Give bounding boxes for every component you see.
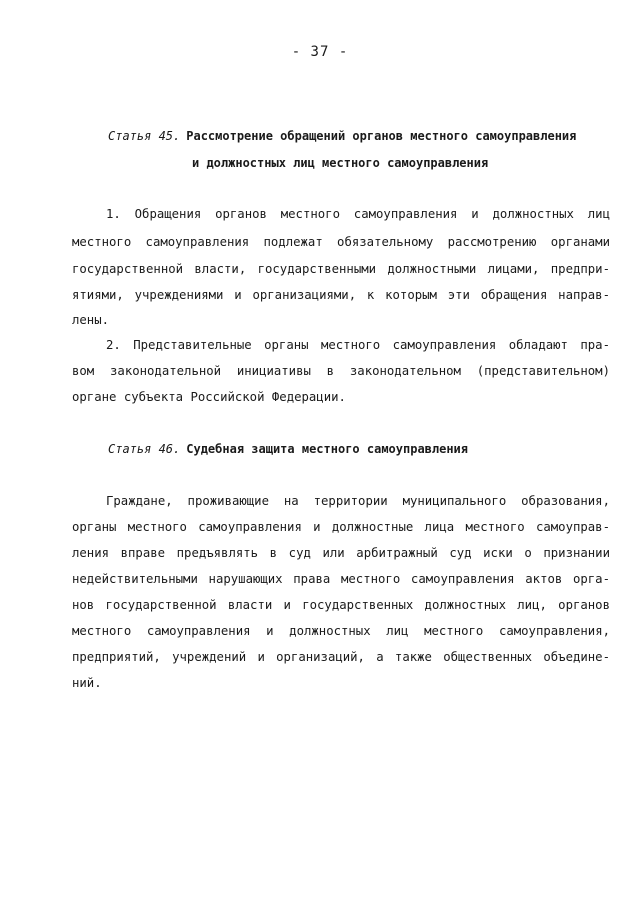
article-46-p1-line4: недействительными нарушающих права местного самоуправления актов орга- [72,572,610,586]
article-45-p1-line5: лены. [72,313,110,327]
article-46-p1-line1: Граждане, проживающие на территории муниципального образования, [106,494,610,508]
article-46-label: Статья 46. [108,442,181,456]
article-46-heading [108,442,468,456]
article-46-p1-line3: ления вправе предъявлять в суд или арбитражный суд иски о признании [72,546,610,560]
article-45-p2-line1: 2. Представительные органы местного самоуправления обладают пра- [106,338,610,352]
article-45-p1-line1: 1. Обращения органов местного самоуправления и должностных лиц [106,207,610,221]
article-46-p1-line7: предприятий, учреждений и организаций, а также общественных объедине- [72,650,610,664]
article-46-p1-line6: местного самоуправления и должностных лиц местного самоуправления, [72,624,610,638]
article-45-title-line1: Рассмотрение обращений органов местного самоуправления [186,129,577,143]
article-46-p1-line2: органы местного самоуправления и должностные лица местного самоуправ- [72,520,610,534]
article-46-p1-line5: нов государственной власти и государственных должностных лиц, органов [72,598,610,612]
article-45-title-line2: и должностных лиц местного самоуправления [192,156,489,170]
page-number: - 37 - [291,44,349,60]
article-45-p1-line2: местного самоуправления подлежат обязательному рассмотрению органами [72,235,610,249]
article-45-p2-line3: органе субъекта Российской Федерации. [72,390,346,404]
article-45-p2-line2: вом законодательной инициативы в законодательном (представительном) [72,364,610,378]
article-45-heading [108,129,576,143]
article-45-p1-line3: государственной власти, государственными должностными лицами, предпри- [72,262,610,276]
article-46-title: Судебная защита местного самоуправления [186,442,469,456]
article-45-p1-line4: ятиями, учреждениями и организациями, к которым эти обращения направ- [72,288,610,302]
article-45-label: Статья 45. [108,129,181,143]
article-46-p1-line8: ний. [72,676,102,690]
